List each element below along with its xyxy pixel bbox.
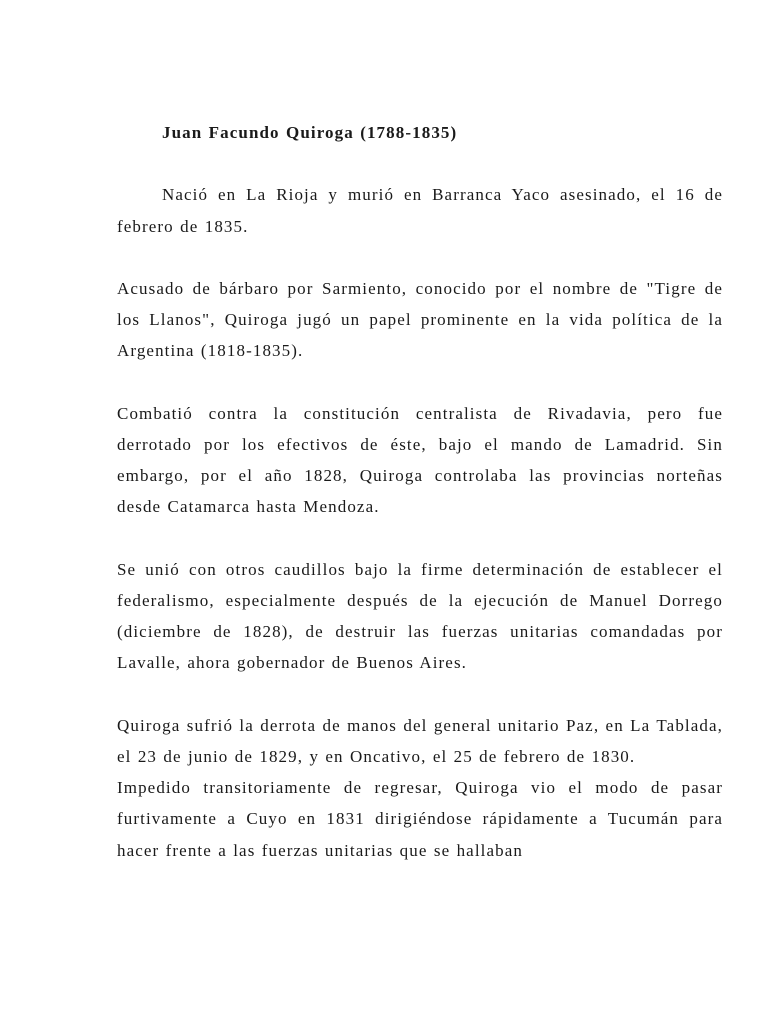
paragraph: Impedido transitoriamente de regresar, Quiroga vio el modo de pasar furtivamente a Cuyo en 1831 dirigiéndose rápidamente a Tucumán para hacer frente a las fuerzas unitarias que se hallaban <box>117 778 723 860</box>
paragraph: Acusado de bárbaro por Sarmiento, conocido por el nombre de "Tigre de los Llanos", Quiroga jugó un papel prominente en la vida política de la Argentina (1818-1835). <box>117 278 723 361</box>
document-title: Juan Facundo Quiroga (1788-1835) <box>162 123 458 142</box>
paragraph: Se unió con otros caudillos bajo la firme determinación de establecer el federalismo, especialmente después de la ejecución de Manuel Dorrego (diciembre de 1828), de destruir las fuerzas unitarias comandadas por Lavalle, ahora gobernador de Buenos Aires. <box>117 559 723 673</box>
paragraph: Nació en La Rioja y murió en Barranca Yaco asesinado, el 16 de febrero de 1835. <box>117 185 723 236</box>
paragraph: Combatió contra la constitución centralista de Rivadavia, pero fue derrotado por los efectivos de éste, bajo el mando de Lamadrid. Sin embargo, por el año 1828, Quiroga controlaba las provincias norteñas desde Catamarca hasta Mendoza. <box>117 403 723 517</box>
paragraph: Quiroga sufrió la derrota de manos del general unitario Paz, en La Tablada, el 23 de junio de 1829, y en Oncativo, el 25 de febrero de 1830. <box>117 715 723 766</box>
document-body <box>117 117 723 866</box>
